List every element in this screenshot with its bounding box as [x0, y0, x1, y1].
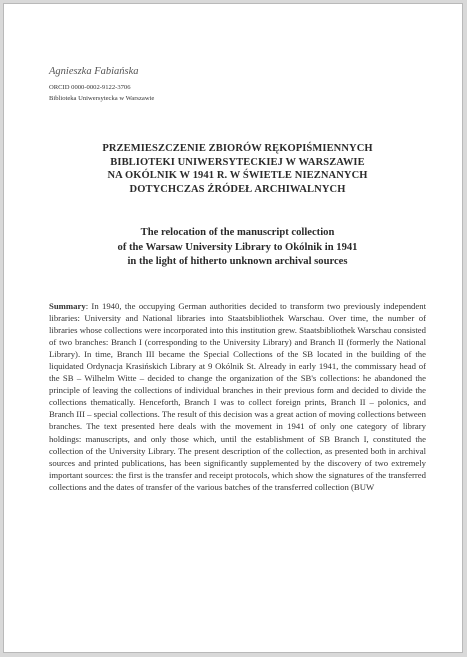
summary-label: Summary: [49, 300, 86, 311]
title-polish: [49, 142, 426, 196]
title-english-line: The relocation of the manuscript collection: [140, 227, 335, 238]
title-polish-line: DOTYCHCZAS ŹRÓDEŁ ARCHIWALNYCH: [129, 183, 346, 195]
author-name: Agnieszka Fabiańska: [49, 66, 139, 77]
author-orcid: ORCID 0000-0002-9122-3706: [49, 84, 131, 91]
title-english-line: of the Warsaw University Library to Okólnik in 1941: [117, 241, 358, 253]
title-english-line: in the light of hitherto unknown archival sources: [127, 256, 348, 267]
summary-text: : In 1940, the occupying German authorities decided to transform two previously independent libraries: University and National libraries into Staatsbibliothek Warschau. Over time, the number of libraries whose collections were incorporated into this institution grew. Staatsbibliothek Warschau consisted of two branches: Branch I (corresponding to the University Library) and Branch II (formerly the National Library). In time, Branch III became the Special Collections of the SB located in the building of the liquidated Ordynacja Krasińskich Library at 9 Okólnik St. Already in early 1941, the commissary head of the SB – Wilhelm Witte – decided to change the organization of the SB's collections: he abandoned the principle of leaving the collections of individual branches in their previous form and decided to divide the collections thematically. Henceforth, Branch I was to collect foreign prints, Branch II – polonics, and Branch III – special collections. The result of this decision was a great action of moving collections between branches. The text presented here deals with the movement in 1941 of only one category of library holdings: manuscripts, and only those which, until the establishment of SB Branch I, constituted the collection of the University Library. The present description of the collection, as presented both in archival sources and printed publications, has been significantly supplemented by the discovery of two extremely important sources: the first is the transfer and receipt protocols, which show the signatures of the transferred collections and the dates of transfer of the various batches of the transferred collection (BUW: [49, 300, 426, 492]
article-page: [49, 66, 426, 493]
author-affiliation: Biblioteka Uniwersytecka w Warszawie: [49, 95, 155, 102]
page-frame: [3, 3, 463, 653]
summary-paragraph: [49, 300, 426, 494]
title-polish-line: PRZEMIESZCZENIE ZBIORÓW RĘKOPIŚMIENNYCH: [102, 143, 373, 154]
title-english: [49, 226, 426, 270]
title-polish-line: NA OKÓLNIK W 1941 R. W ŚWIETLE NIEZNANYCH: [107, 170, 368, 181]
title-polish-line: BIBLIOTEKI UNIWERSYTECKIEJ W WARSZAWIE: [110, 156, 365, 168]
